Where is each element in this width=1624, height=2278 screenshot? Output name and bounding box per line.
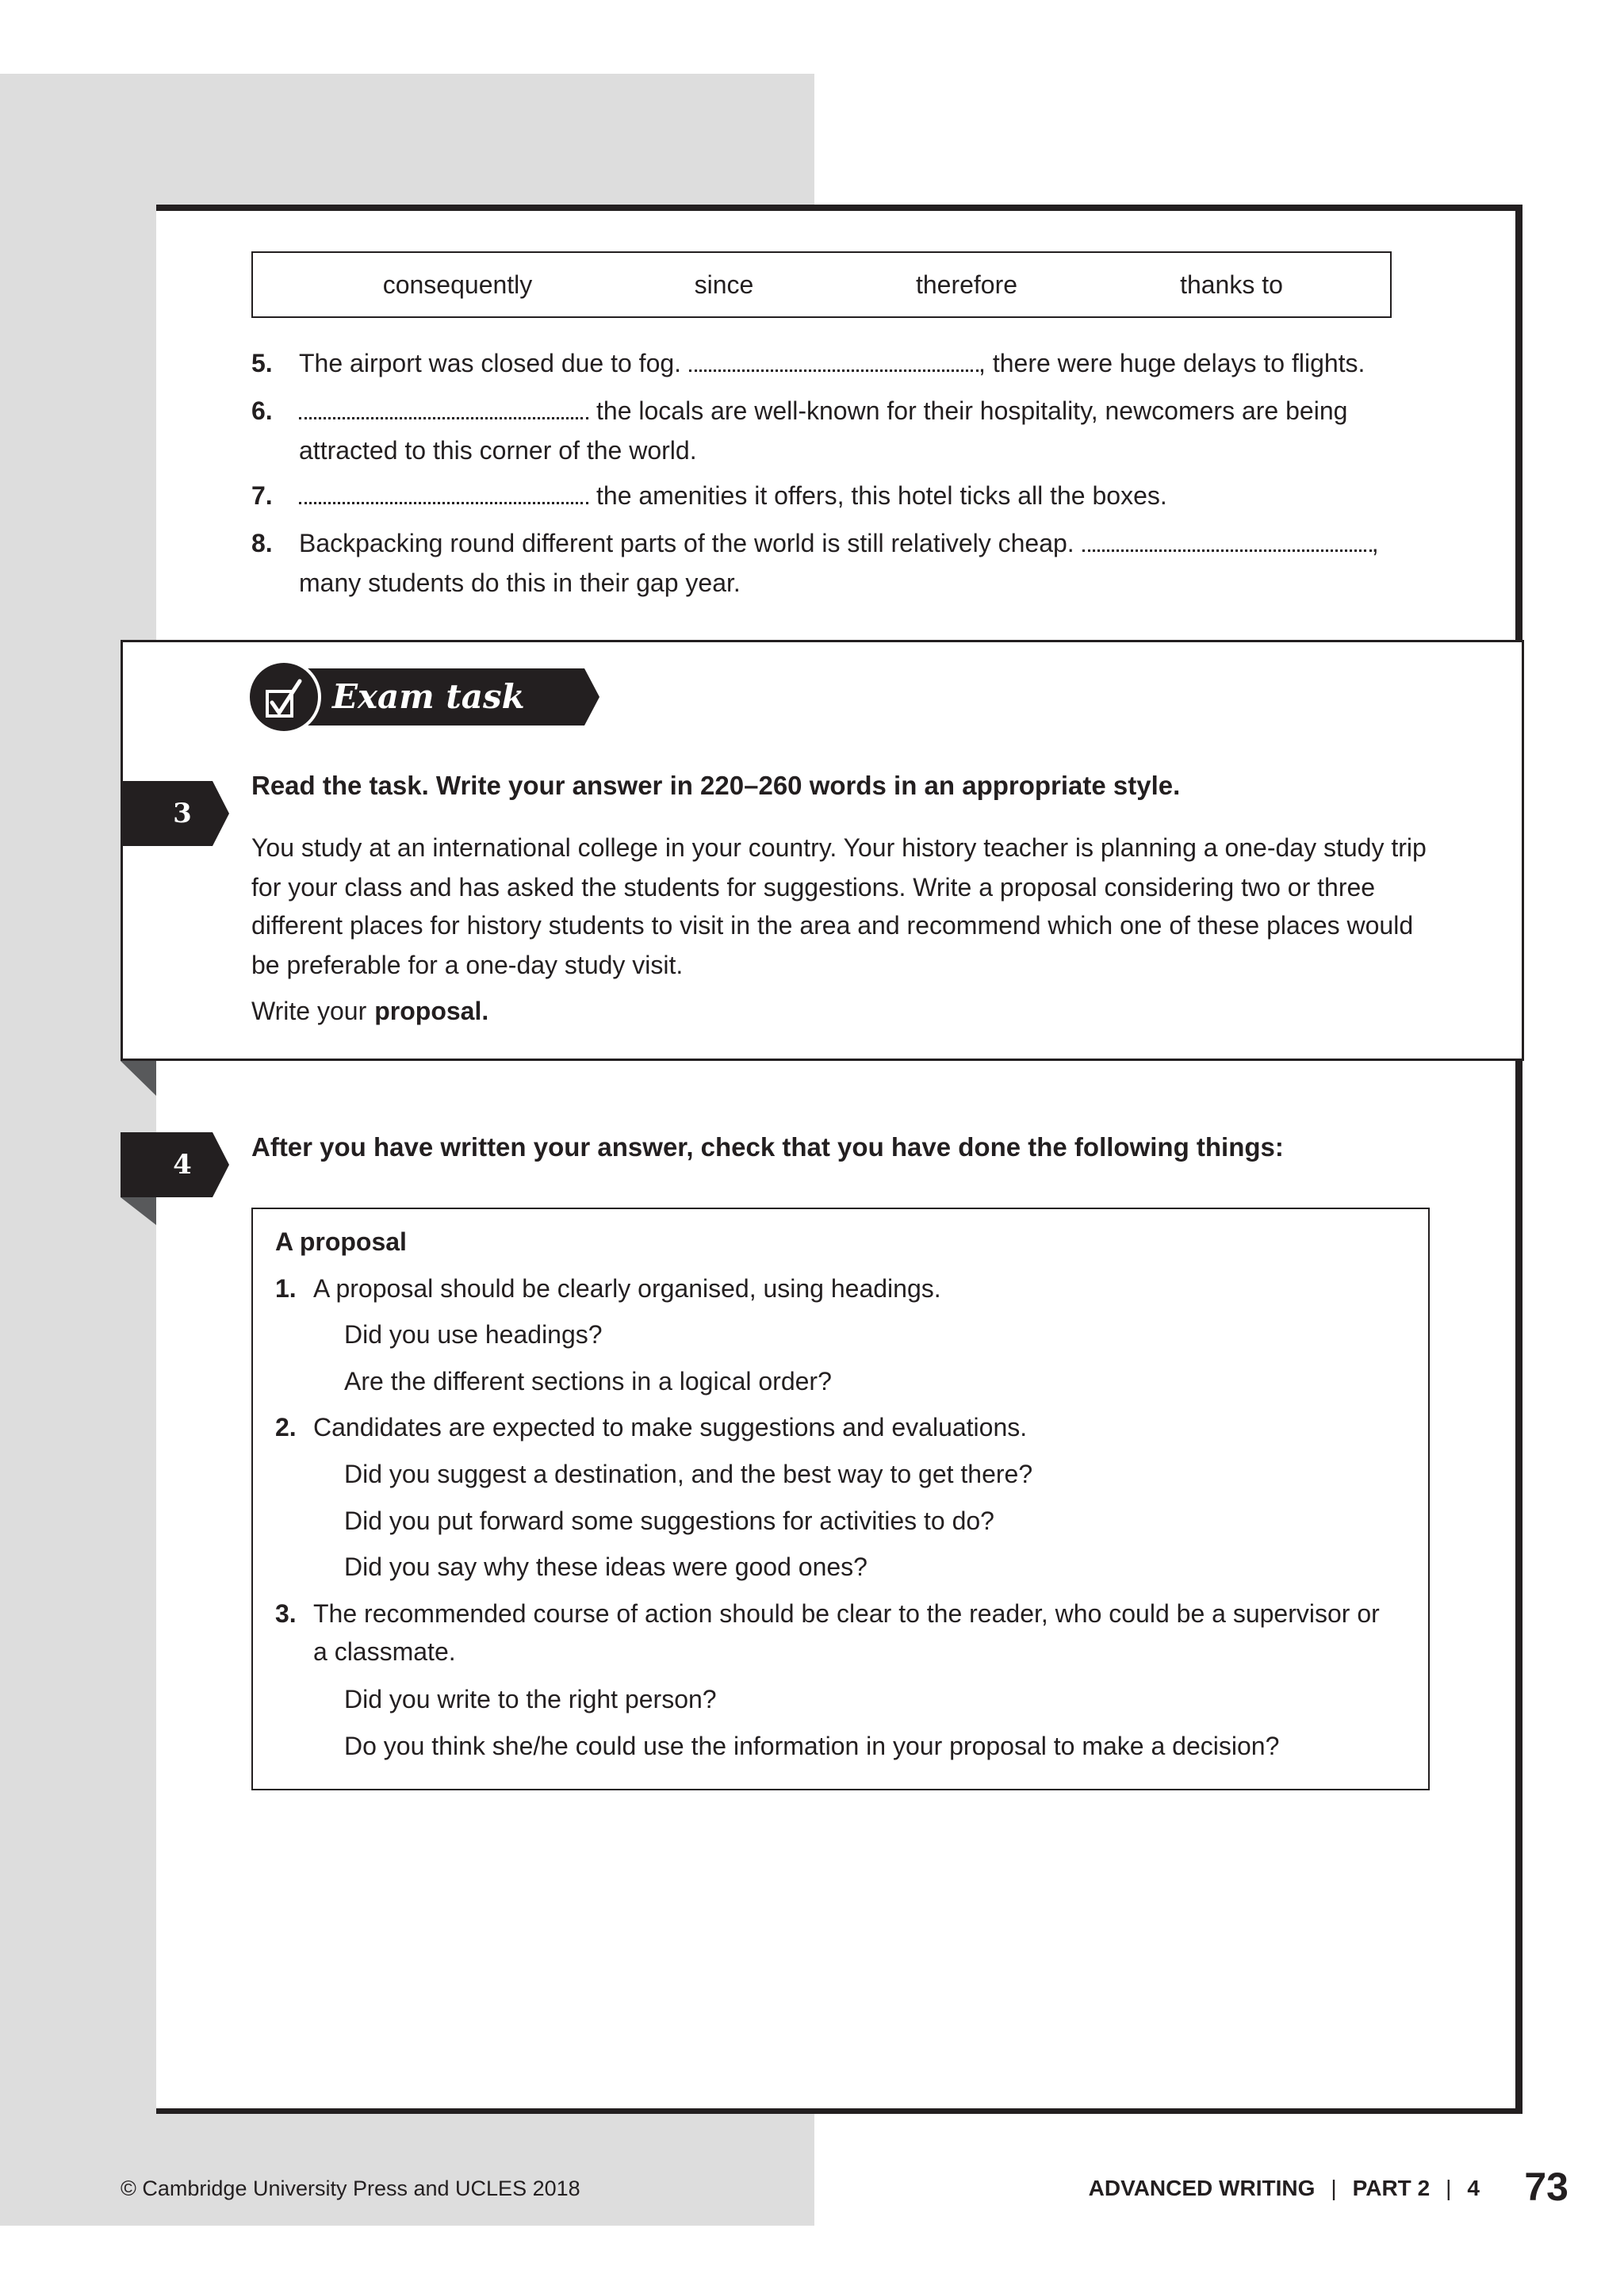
sentence-text: the locals are well-known for their hospitality, newcomers are being — [596, 396, 1348, 425]
sentence-line-continued: many students do this in their gap year. — [299, 569, 741, 597]
checklist-question: Did you say why these ideas were good ones? — [344, 1552, 868, 1581]
sentence-line — [299, 478, 1167, 513]
sentence-line — [299, 393, 1347, 428]
banner-badge — [250, 663, 318, 731]
sentence-number: 6. — [251, 396, 273, 425]
checklist-title: A proposal — [275, 1227, 407, 1256]
page-fold-corner — [121, 1061, 156, 1096]
answer-blank — [299, 417, 588, 419]
word-option: consequently — [382, 270, 533, 299]
sentence-text: , there were huge delays to flights. — [979, 349, 1365, 377]
checklist-item-text: A proposal should be clearly organised, using headings. — [313, 1274, 941, 1303]
exam-task-heading: Exam task — [332, 677, 525, 716]
answer-blank — [1082, 549, 1372, 552]
task-text-line: different places for history students to visit in the area and recommend which one of these places would — [251, 911, 1414, 940]
sentence-text: The airport was closed due to fog. — [299, 349, 682, 377]
task-text-line: for your class and has asked the students for suggestions. Write a proposal considering two or three — [251, 873, 1376, 902]
footer-separator: | — [1331, 2176, 1337, 2200]
fold-triangle — [121, 1061, 156, 1096]
word-option: therefore — [915, 270, 1018, 299]
closing-text: Write your — [251, 997, 367, 1025]
task-number: 3 — [173, 798, 192, 829]
task-number: 4 — [173, 1149, 192, 1181]
checklist-question: Did you put forward some suggestions for activities to do? — [344, 1507, 994, 1535]
footer-section: ADVANCED WRITING — [1088, 2176, 1316, 2200]
sentence-line-continued: attracted to this corner of the world. — [299, 436, 697, 465]
sentence-text: the amenities it offers, this hotel ticks all the boxes. — [596, 481, 1167, 510]
task-text-line: You study at an international college in your country. Your history teacher is planning a one-day study trip — [251, 833, 1427, 862]
word-box — [251, 251, 1392, 318]
task-text-line: be preferable for a one-day study visit. — [251, 951, 684, 979]
checklist-item-number: 3. — [275, 1599, 297, 1628]
word-option: since — [694, 270, 754, 299]
sentence-text: , — [1371, 529, 1379, 557]
sentence-number: 7. — [251, 481, 273, 510]
checklist-item-text: a classmate. — [313, 1637, 456, 1666]
footer-separator: | — [1446, 2176, 1452, 2200]
checklist-item-text: The recommended course of action should be clear to the reader, who could be a supervisor or — [313, 1599, 1380, 1628]
fold-triangle — [121, 1197, 156, 1225]
word-option: thanks to — [1180, 270, 1283, 299]
running-footer — [1089, 2173, 1480, 2204]
answer-blank — [689, 369, 979, 372]
page-fold-corner — [121, 1197, 156, 1225]
checklist-question: Did you write to the right person? — [344, 1685, 717, 1713]
copyright-notice: © Cambridge University Press and UCLES 2018 — [121, 2177, 580, 2200]
sentence-line — [299, 526, 1379, 561]
sentence-number: 8. — [251, 529, 273, 557]
sentence-number: 5. — [251, 349, 273, 377]
closing-keyword: proposal. — [374, 997, 489, 1025]
answer-blank — [299, 502, 588, 504]
checklist-instruction: After you have written your answer, check that you have done the following things: — [251, 1132, 1284, 1162]
checklist-item-number: 2. — [275, 1413, 297, 1441]
task-closing-line — [251, 994, 488, 1028]
sentence-text: Backpacking round different parts of the world is still relatively cheap. — [299, 529, 1074, 557]
footer-unit: 4 — [1467, 2176, 1480, 2200]
task-instruction: Read the task. Write your answer in 220–260 words in an appropriate style. — [251, 771, 1181, 800]
checklist-item-number: 1. — [275, 1274, 297, 1303]
checklist-question: Do you think she/he could use the information in your proposal to make a decision? — [344, 1732, 1280, 1760]
checklist-question: Did you use headings? — [344, 1320, 603, 1349]
sentence-line — [299, 346, 1365, 381]
page-number: 73 — [1524, 2165, 1568, 2209]
checklist-question: Did you suggest a destination, and the best way to get there? — [344, 1460, 1033, 1488]
checklist-question: Are the different sections in a logical order? — [344, 1367, 832, 1396]
checklist-item-text: Candidates are expected to make suggestions and evaluations. — [313, 1413, 1028, 1441]
footer-part: PART 2 — [1352, 2176, 1431, 2200]
